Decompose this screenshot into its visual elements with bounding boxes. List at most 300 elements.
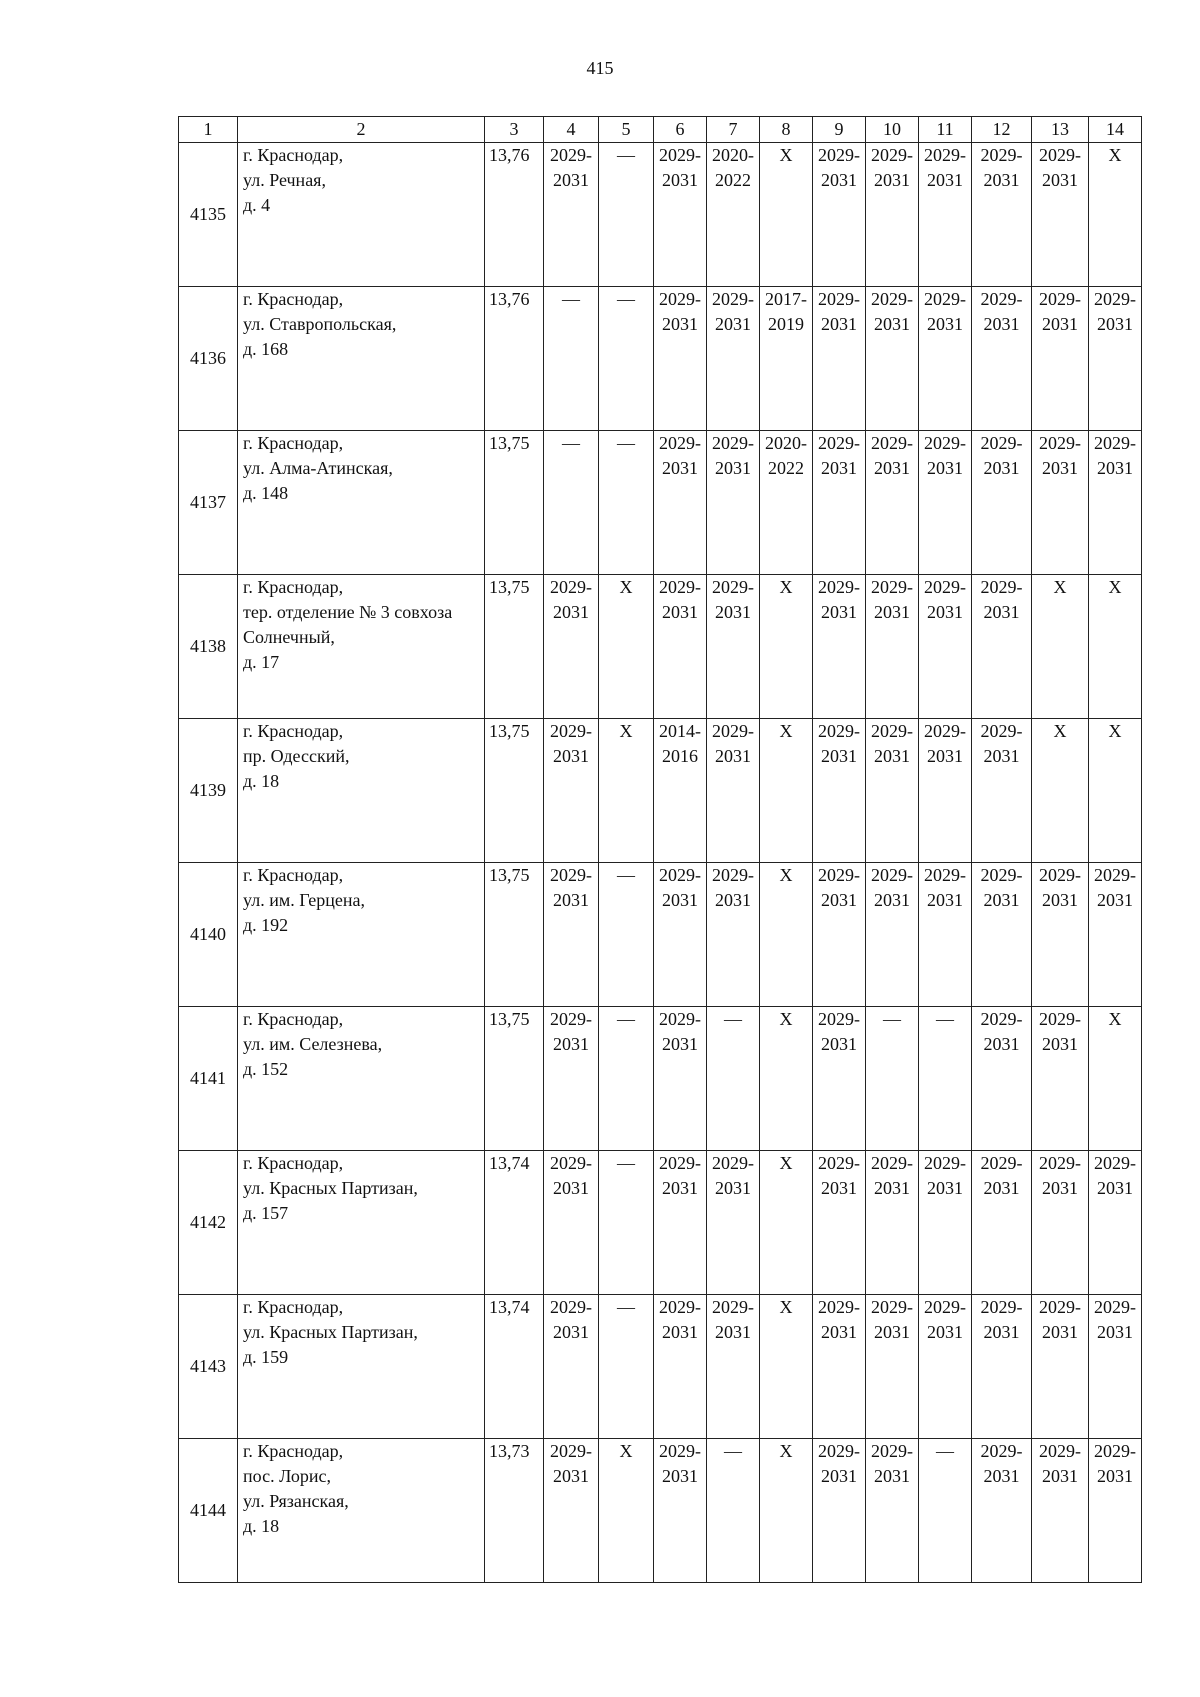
period-cell-text: 2029- [659,289,701,309]
period-cell-col-10 [866,575,919,719]
row-number: 4139 [179,719,238,863]
period-cell-text: 2029- [818,577,860,597]
period-cell-col-10 [866,863,919,1007]
period-cell-col-5 [599,431,654,575]
period-cell-text: X [1108,145,1122,165]
column-header-13: 13 [1032,117,1089,143]
period-cell-col-8 [760,863,813,1007]
period-cell-text: X [1108,721,1122,741]
address-line: ул. Красных Партизан, [243,1178,418,1198]
period-cell-text: 2029- [871,433,913,453]
period-cell-col-4 [544,863,599,1007]
period-cell-col-11 [919,1295,972,1439]
period-cell-text: — [724,1009,742,1029]
period-cell-text: 2031 [715,458,751,478]
period-cell-text: 2031 [1042,1322,1078,1342]
period-cell-col-14 [1089,1007,1142,1151]
period-cell-text: 2031 [553,170,589,190]
period-cell-col-12 [972,431,1032,575]
period-cell-text: 2029- [980,721,1023,741]
period-cell-text: 2029- [924,289,966,309]
period-cell-text: 2031 [1097,1178,1133,1198]
row-number: 4141 [179,1007,238,1151]
area-cell: 13,76 [485,287,544,431]
period-cell-col-4 [544,287,599,431]
period-cell-text: X [619,577,633,597]
period-cell-text: 2031 [927,602,963,622]
column-header-7: 7 [707,117,760,143]
column-header-2: 2 [238,117,485,143]
column-header-8: 8 [760,117,813,143]
address-line: пр. Одесский, [243,746,350,766]
period-cell-col-14 [1089,719,1142,863]
period-cell-col-7 [707,287,760,431]
period-cell-col-7 [707,431,760,575]
period-cell-col-4 [544,143,599,287]
column-header-12: 12 [972,117,1032,143]
period-cell-text: 2031 [927,458,963,478]
period-cell-text: 2029- [712,1153,754,1173]
period-cell-text: 2031 [983,1034,1020,1054]
address-line: г. Краснодар, [243,1009,344,1029]
period-cell-text: 2029- [871,145,913,165]
period-cell-text: 2029- [1039,1441,1081,1461]
period-cell-col-7 [707,1151,760,1295]
period-cell-col-7 [707,719,760,863]
period-cell-col-9 [813,719,866,863]
period-cell-col-10 [866,1295,919,1439]
period-cell-text: 2029- [550,577,592,597]
period-cell-text: 2031 [821,1466,857,1486]
address-line: д. 18 [243,771,280,791]
period-cell-text: 2031 [715,602,751,622]
period-cell-text: 2029- [980,1441,1023,1461]
period-cell-text: — [617,1009,635,1029]
period-cell-col-13 [1032,1151,1089,1295]
period-cell-text: 2029- [818,1153,860,1173]
address-cell [238,1439,485,1583]
table-row [179,1439,1142,1583]
period-cell-text: 2031 [1097,1466,1133,1486]
period-cell-text: X [779,1009,793,1029]
period-cell-col-6 [654,1295,707,1439]
table-row [179,863,1142,1007]
period-cell-text: 2029- [980,865,1023,885]
period-cell-col-14 [1089,575,1142,719]
period-cell-col-14 [1089,1439,1142,1583]
period-cell-col-8 [760,719,813,863]
period-cell-text: 2031 [927,1178,963,1198]
address-line: г. Краснодар, [243,433,344,453]
period-cell-text: 2031 [983,602,1020,622]
period-cell-text: 2031 [553,746,589,766]
period-cell-text: 2031 [821,1034,857,1054]
period-cell-col-4 [544,1439,599,1583]
period-cell-text: 2029- [1039,1297,1081,1317]
period-cell-text: 2029- [1039,1153,1081,1173]
address-line: д. 159 [243,1347,289,1367]
period-cell-text: 2029- [1039,433,1081,453]
address-line: ул. Ставропольская, [243,314,397,334]
period-cell-text: 2031 [662,1034,698,1054]
period-cell-col-8 [760,1007,813,1151]
period-cell-col-9 [813,863,866,1007]
period-cell-text: — [883,1009,901,1029]
period-cell-text: 2029- [871,865,913,885]
row-number: 4140 [179,863,238,1007]
period-cell-text: 2029- [659,1153,701,1173]
period-cell-text: 2031 [983,170,1020,190]
period-cell-text: 2029- [818,433,860,453]
period-cell-col-6 [654,1439,707,1583]
address-cell [238,1007,485,1151]
period-cell-text: — [617,433,635,453]
row-number: 4143 [179,1295,238,1439]
period-cell-text: 2031 [874,1322,910,1342]
period-cell-text: 2017- [765,289,807,309]
period-cell-col-11 [919,1007,972,1151]
column-header-11: 11 [919,117,972,143]
column-header-14: 14 [1089,117,1142,143]
table-row [179,1295,1142,1439]
period-cell-text: 2031 [662,602,698,622]
period-cell-text: 2029- [712,433,754,453]
period-cell-col-4 [544,431,599,575]
register-table [178,116,1142,1583]
period-cell-text: 2029- [550,1297,592,1317]
period-cell-text: 2029- [712,1297,754,1317]
period-cell-text: 2031 [983,458,1020,478]
address-line: д. 4 [243,195,271,215]
period-cell-text: 2029- [871,1297,913,1317]
address-line: ул. Алма-Атинская, [243,458,393,478]
period-cell-col-4 [544,719,599,863]
period-cell-text: 2031 [874,1466,910,1486]
period-cell-text: 2014- [659,721,701,741]
address-line: д. 17 [243,652,280,672]
address-line: тер. отделение № 3 совхоза [243,602,453,622]
period-cell-text: — [724,1441,742,1461]
period-cell-col-13 [1032,863,1089,1007]
table-row [179,431,1142,575]
period-cell-text: X [779,1297,793,1317]
table-body [179,143,1142,1583]
table-row [179,719,1142,863]
period-cell-text: 2029- [818,1441,860,1461]
period-cell-col-5 [599,719,654,863]
period-cell-col-12 [972,1439,1032,1583]
address-line: г. Краснодар, [243,865,344,885]
period-cell-col-5 [599,1151,654,1295]
address-cell [238,1295,485,1439]
period-cell-text: 2029- [980,433,1023,453]
page-number: 415 [586,58,614,78]
column-header-4: 4 [544,117,599,143]
period-cell-col-7 [707,575,760,719]
period-cell-col-13 [1032,143,1089,287]
period-cell-text: 2031 [874,602,910,622]
address-line: г. Краснодар, [243,1297,344,1317]
period-cell-text: 2031 [715,746,751,766]
period-cell-text: 2029- [871,721,913,741]
period-cell-text: 2031 [821,746,857,766]
address-line: д. 18 [243,1516,280,1536]
period-cell-col-11 [919,1439,972,1583]
period-cell-text: 2029- [818,289,860,309]
period-cell-col-12 [972,863,1032,1007]
period-cell-text: 2029- [980,289,1023,309]
period-cell-text: 2029- [1039,289,1081,309]
period-cell-text: 2031 [1042,890,1078,910]
period-cell-text: 2031 [1097,1322,1133,1342]
period-cell-text: 2031 [1042,458,1078,478]
period-cell-col-7 [707,1439,760,1583]
period-cell-text: 2031 [553,1034,589,1054]
period-cell-col-12 [972,1007,1032,1151]
address-line: д. 152 [243,1059,289,1079]
period-cell-col-11 [919,431,972,575]
period-cell-text: 2031 [983,1178,1020,1198]
period-cell-text: 2031 [874,890,910,910]
period-cell-text: 2031 [983,1466,1020,1486]
period-cell-text: 2031 [662,1322,698,1342]
table-row [179,575,1142,719]
period-cell-text: 2029- [712,577,754,597]
period-cell-col-9 [813,1151,866,1295]
period-cell-text: 2031 [983,746,1020,766]
column-header-3: 3 [485,117,544,143]
period-cell-col-10 [866,1439,919,1583]
period-cell-col-14 [1089,143,1142,287]
address-line: д. 148 [243,483,289,503]
period-cell-text: 2031 [874,1178,910,1198]
period-cell-text: X [1053,577,1067,597]
row-number: 4144 [179,1439,238,1583]
period-cell-col-13 [1032,1295,1089,1439]
period-cell-col-12 [972,287,1032,431]
period-cell-col-10 [866,431,919,575]
address-cell [238,1151,485,1295]
column-header-10: 10 [866,117,919,143]
period-cell-col-9 [813,575,866,719]
period-cell-col-7 [707,1007,760,1151]
column-header-1: 1 [179,117,238,143]
period-cell-col-14 [1089,1295,1142,1439]
period-cell-text: 2031 [715,1178,751,1198]
period-cell-text: 2031 [662,314,698,334]
period-cell-col-14 [1089,1151,1142,1295]
period-cell-col-13 [1032,287,1089,431]
period-cell-text: 2029- [980,1153,1023,1173]
address-line: г. Краснодар, [243,577,344,597]
period-cell-text: 2029- [871,1153,913,1173]
period-cell-col-13 [1032,575,1089,719]
period-cell-text: 2031 [874,746,910,766]
period-cell-col-8 [760,287,813,431]
period-cell-text: — [617,865,635,885]
address-line: пос. Лорис, [243,1466,331,1486]
period-cell-text: 2031 [553,602,589,622]
period-cell-text: 2031 [874,170,910,190]
address-line: д. 168 [243,339,289,359]
address-line: ул. Красных Партизан, [243,1322,418,1342]
period-cell-text: 2029- [659,433,701,453]
period-cell-col-9 [813,143,866,287]
period-cell-col-12 [972,719,1032,863]
period-cell-col-12 [972,1295,1032,1439]
period-cell-col-9 [813,431,866,575]
row-number: 4142 [179,1151,238,1295]
row-number: 4135 [179,143,238,287]
period-cell-text: — [617,1153,635,1173]
column-header-6: 6 [654,117,707,143]
period-cell-col-11 [919,143,972,287]
period-cell-text: 2031 [1042,1466,1078,1486]
period-cell-col-5 [599,1295,654,1439]
period-cell-text: 2031 [1042,1034,1078,1054]
area-cell: 13,76 [485,143,544,287]
table-row [179,287,1142,431]
period-cell-col-5 [599,863,654,1007]
table-row [179,1151,1142,1295]
address-line: Солнечный, [243,627,335,647]
address-cell [238,575,485,719]
period-cell-text: 2031 [821,1178,857,1198]
period-cell-col-13 [1032,1439,1089,1583]
period-cell-col-6 [654,143,707,287]
period-cell-col-13 [1032,431,1089,575]
period-cell-col-5 [599,1007,654,1151]
period-cell-text: X [779,145,793,165]
address-cell [238,719,485,863]
period-cell-text: 2031 [662,1178,698,1198]
address-line: г. Краснодар, [243,1153,344,1173]
period-cell-text: X [779,1441,793,1461]
period-cell-text: X [1108,577,1122,597]
period-cell-text: X [1053,721,1067,741]
period-cell-text: 2029- [1094,289,1136,309]
address-line: ул. им. Герцена, [243,890,365,910]
period-cell-text: 2029- [871,289,913,309]
address-line: ул. им. Селезнева, [243,1034,383,1054]
period-cell-col-5 [599,287,654,431]
period-cell-text: 2029- [550,145,592,165]
period-cell-text: 2029- [659,577,701,597]
area-cell: 13,75 [485,719,544,863]
period-cell-text: 2022 [715,170,751,190]
period-cell-text: 2029- [871,577,913,597]
period-cell-text: 2031 [1097,890,1133,910]
period-cell-col-5 [599,575,654,719]
period-cell-col-5 [599,143,654,287]
row-number: 4136 [179,287,238,431]
period-cell-text: 2031 [662,170,698,190]
period-cell-text: 2031 [927,1322,963,1342]
period-cell-col-8 [760,431,813,575]
period-cell-text: 2031 [927,170,963,190]
period-cell-text: 2029- [550,1441,592,1461]
period-cell-text: 2029- [550,721,592,741]
period-cell-text: 2029- [1094,1153,1136,1173]
period-cell-col-10 [866,1151,919,1295]
address-cell [238,287,485,431]
period-cell-text: 2031 [553,1178,589,1198]
period-cell-text: 2031 [715,890,751,910]
period-cell-text: 2029- [659,865,701,885]
period-cell-col-9 [813,1295,866,1439]
period-cell-text: 2031 [983,1322,1020,1342]
period-cell-text: 2029- [924,1297,966,1317]
period-cell-col-4 [544,1007,599,1151]
period-cell-text: 2031 [821,314,857,334]
address-line: г. Краснодар, [243,289,344,309]
period-cell-col-8 [760,143,813,287]
address-cell [238,143,485,287]
period-cell-text: 2029- [1094,865,1136,885]
period-cell-text: 2031 [553,890,589,910]
area-cell: 13,74 [485,1151,544,1295]
period-cell-text: — [617,1297,635,1317]
period-cell-col-11 [919,575,972,719]
period-cell-text: 2029- [924,865,966,885]
period-cell-text: 2029- [980,145,1023,165]
period-cell-col-13 [1032,719,1089,863]
period-cell-text: 2029- [659,145,701,165]
column-header-9: 9 [813,117,866,143]
period-cell-text: 2029- [980,1297,1023,1317]
period-cell-text: 2029- [550,1153,592,1173]
table-row [179,143,1142,287]
area-cell: 13,75 [485,863,544,1007]
table-row [179,1007,1142,1151]
period-cell-text: 2029- [980,577,1023,597]
period-cell-text: 2016 [662,746,698,766]
period-cell-text: 2019 [768,314,804,334]
header-row [179,117,1142,143]
period-cell-col-5 [599,1439,654,1583]
address-cell [238,431,485,575]
period-cell-text: X [619,721,633,741]
period-cell-text: 2031 [1042,314,1078,334]
period-cell-col-9 [813,287,866,431]
period-cell-col-4 [544,575,599,719]
period-cell-text: 2029- [980,1009,1023,1029]
area-cell: 13,75 [485,575,544,719]
period-cell-text: 2029- [818,865,860,885]
period-cell-text: 2031 [874,458,910,478]
address-cell [238,863,485,1007]
period-cell-text: 2029- [818,145,860,165]
period-cell-text: — [617,289,635,309]
period-cell-text: 2029- [1094,1297,1136,1317]
period-cell-col-6 [654,431,707,575]
period-cell-text: 2029- [659,1009,701,1029]
period-cell-text: 2029- [818,1297,860,1317]
period-cell-text: 2029- [712,721,754,741]
area-cell: 13,73 [485,1439,544,1583]
period-cell-col-7 [707,863,760,1007]
period-cell-col-6 [654,575,707,719]
period-cell-text: 2029- [924,577,966,597]
period-cell-text: 2029- [1094,1441,1136,1461]
period-cell-text: 2029- [924,1153,966,1173]
address-line: д. 157 [243,1203,289,1223]
period-cell-text: 2029- [659,1441,701,1461]
period-cell-col-12 [972,1151,1032,1295]
period-cell-col-11 [919,287,972,431]
period-cell-text: X [619,1441,633,1461]
period-cell-text: 2029- [659,1297,701,1317]
